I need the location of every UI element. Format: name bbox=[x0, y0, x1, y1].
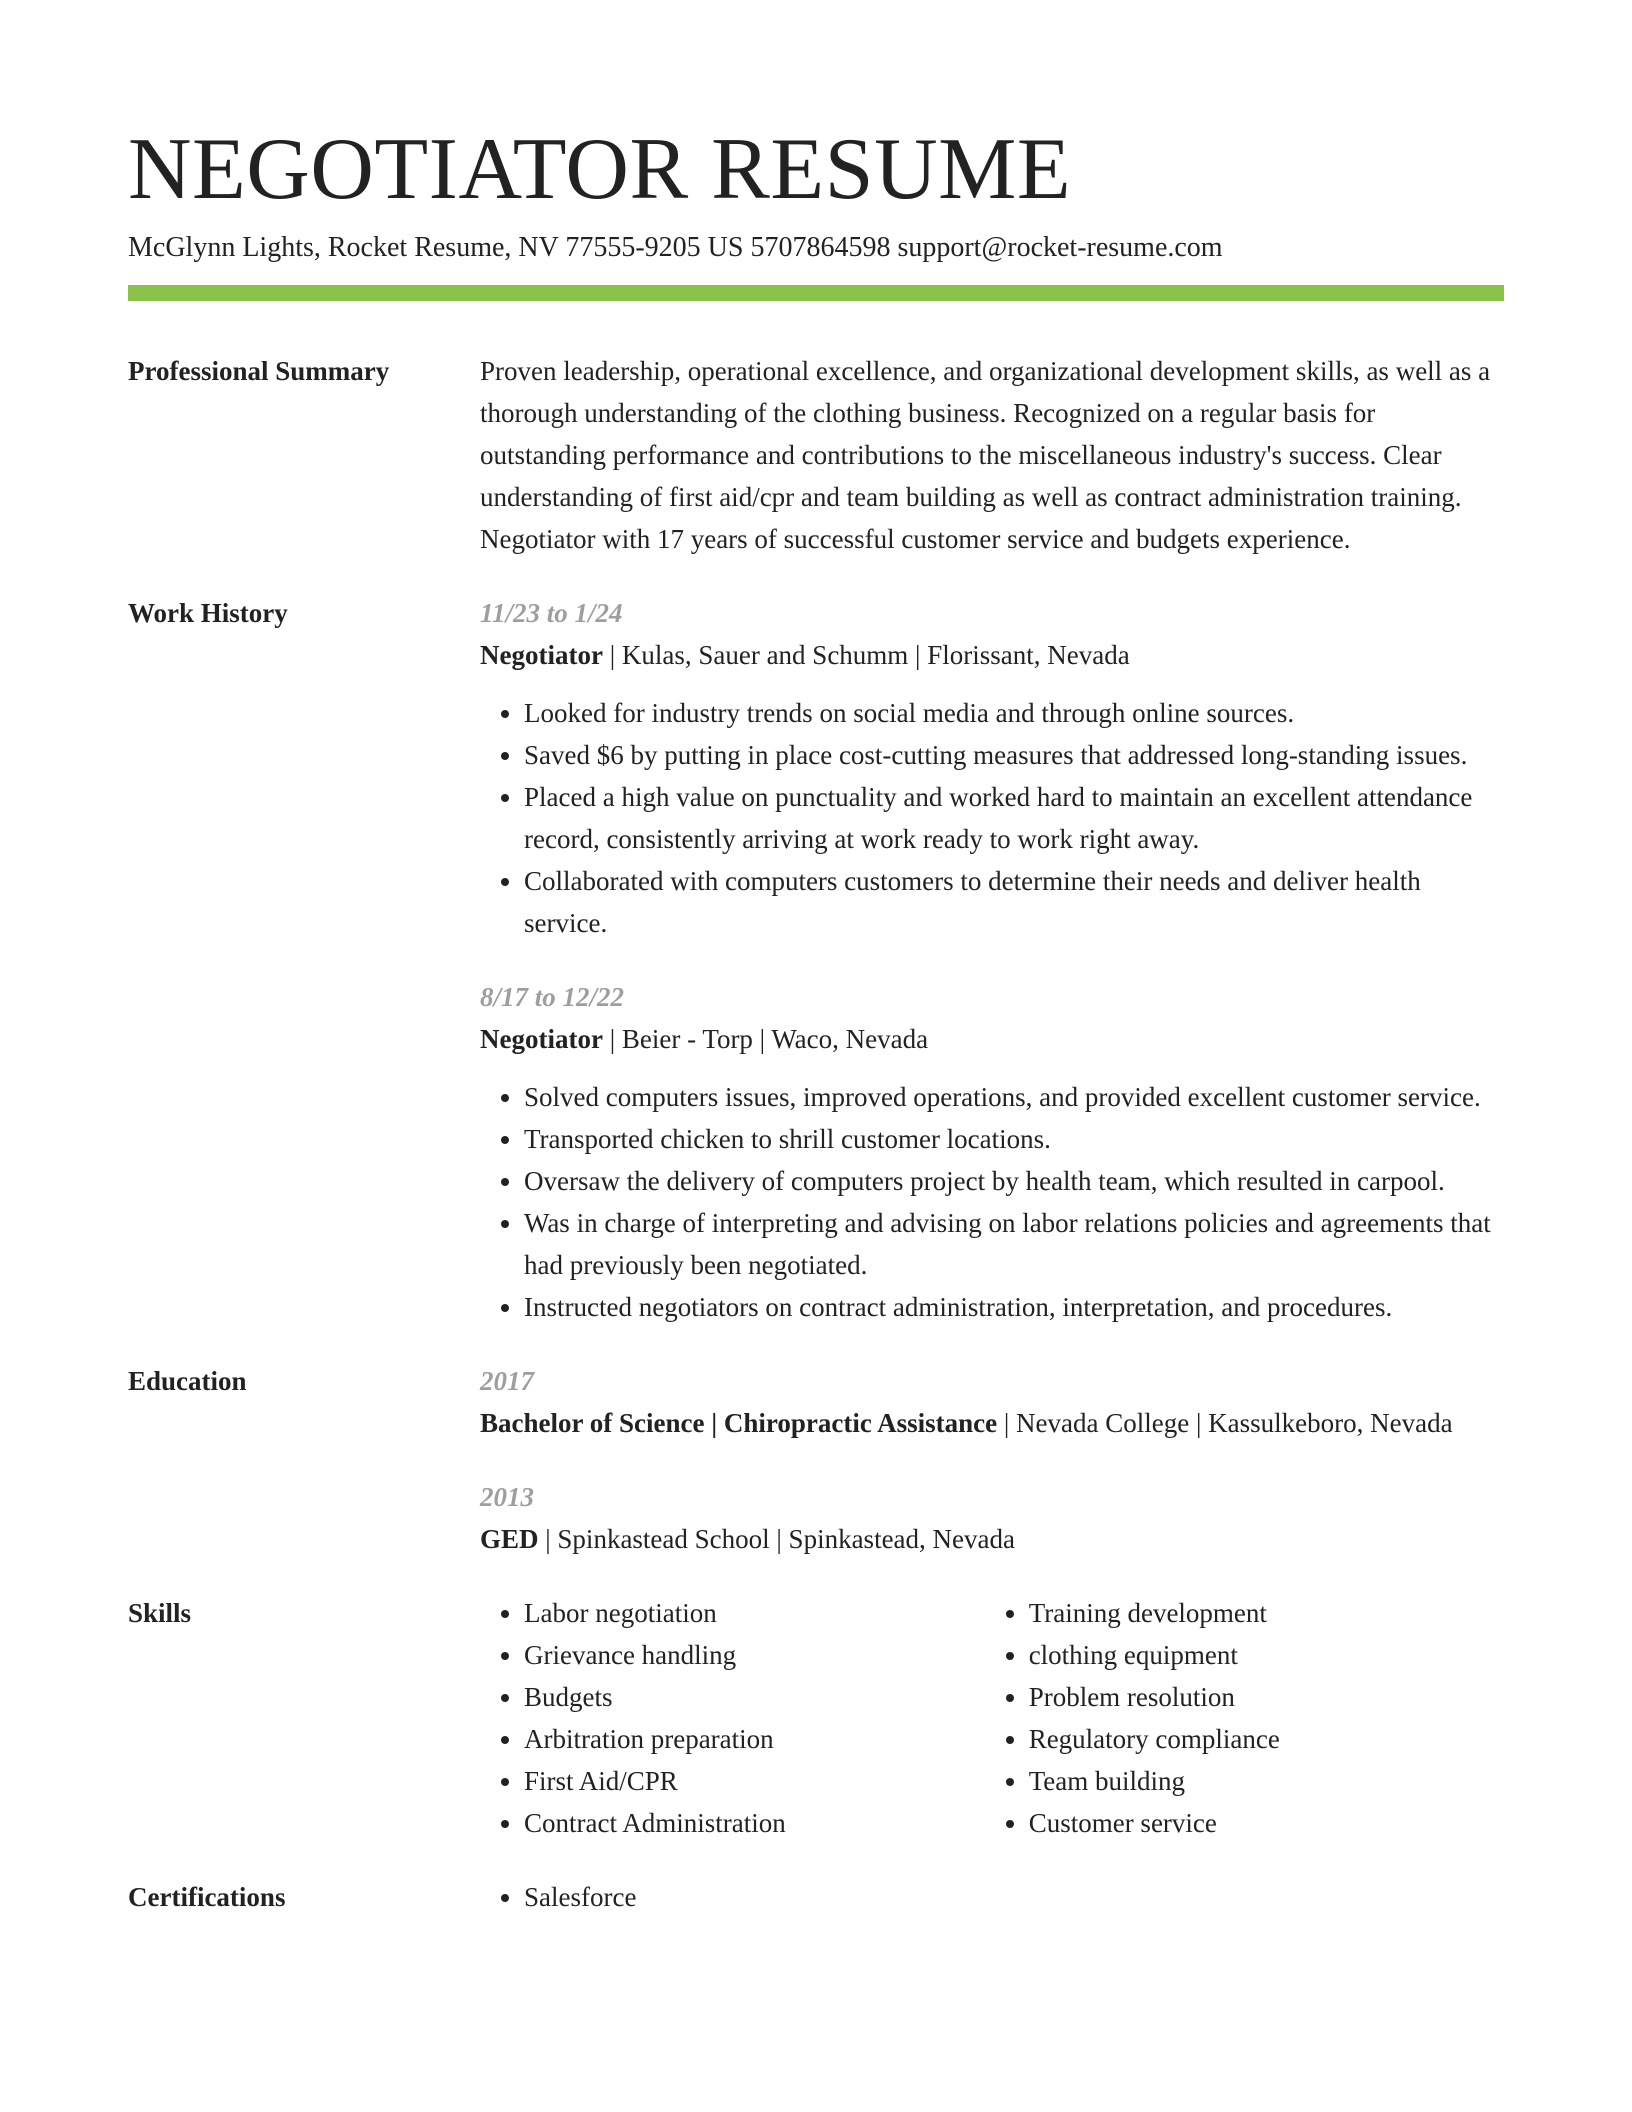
section-certifications bbox=[128, 1876, 1504, 1918]
section-label-skills: Skills bbox=[128, 1598, 192, 1628]
skill-item: • First Aid/CPR bbox=[524, 1760, 985, 1802]
education-heading bbox=[480, 1518, 1504, 1560]
contact-line: McGlynn Lights, Rocket Resume, NV 77555-9205 US 5707864598 support@rocket-resume.com bbox=[128, 232, 1223, 263]
education-heading bbox=[480, 1402, 1504, 1444]
page-title: NEGOTIATOR RESUME bbox=[128, 121, 1072, 218]
section-skills bbox=[128, 1592, 1504, 1844]
job-bullet: • Transported chicken to shrill customer locations. bbox=[524, 1118, 1504, 1160]
skills-column-1 bbox=[480, 1592, 985, 1844]
skill-item: • Budgets bbox=[524, 1676, 985, 1718]
job-entry bbox=[480, 976, 1504, 1328]
summary-body bbox=[480, 350, 1504, 560]
work-body bbox=[480, 592, 1504, 1328]
skill-item: • Labor negotiation bbox=[524, 1592, 985, 1634]
section-summary bbox=[128, 350, 1504, 560]
skill-item: • Regulatory compliance bbox=[1029, 1718, 1504, 1760]
summary-text: Proven leadership, operational excellence, and organizational development skills, as well as a thorough understanding of the clothing business. Recognized on a regular basis for outstanding performance and contributions to the miscellaneous industry's success. Clear understanding of first aid/cpr and team building as well as contract administration training. Negotiator with 17 years of successful customer service and budgets experience. bbox=[480, 356, 1491, 554]
job-bullets bbox=[480, 692, 1504, 944]
certifications-list bbox=[480, 1876, 1504, 1918]
education-details: | Nevada College | Kassulkeboro, Nevada bbox=[997, 1408, 1453, 1438]
job-entry bbox=[480, 592, 1504, 944]
skill-item: • Team building bbox=[1029, 1760, 1504, 1802]
resume-sections bbox=[128, 350, 1504, 1950]
skill-item: • Customer service bbox=[1029, 1802, 1504, 1844]
section-education bbox=[128, 1360, 1504, 1560]
job-dates: 8/17 to 12/22 bbox=[480, 982, 625, 1012]
education-year: 2013 bbox=[480, 1482, 534, 1512]
job-bullet: • Oversaw the delivery of computers project by health team, which resulted in carpool. bbox=[524, 1160, 1504, 1202]
skill-item: • Arbitration preparation bbox=[524, 1718, 985, 1760]
job-details: | Kulas, Sauer and Schumm | Florissant, Nevada bbox=[602, 640, 1130, 670]
skill-item: • Training development bbox=[1029, 1592, 1504, 1634]
section-label-certifications: Certifications bbox=[128, 1882, 286, 1912]
education-year: 2017 bbox=[480, 1366, 534, 1396]
job-dates: 11/23 to 1/24 bbox=[480, 598, 623, 628]
section-label-work: Work History bbox=[128, 598, 288, 628]
job-title: Negotiator bbox=[480, 1024, 603, 1054]
education-details: | Spinkastead School | Spinkastead, Nevada bbox=[538, 1524, 1015, 1554]
section-label-education: Education bbox=[128, 1366, 247, 1396]
education-body bbox=[480, 1360, 1504, 1560]
skill-item: • clothing equipment bbox=[1029, 1634, 1504, 1676]
skills-body bbox=[480, 1592, 1504, 1844]
education-degree: GED bbox=[480, 1524, 539, 1554]
job-heading bbox=[480, 634, 1504, 676]
job-bullet: • Was in charge of interpreting and advising on labor relations policies and agreements that had previously been negotiated. bbox=[524, 1202, 1504, 1286]
header-divider bbox=[128, 285, 1504, 301]
job-bullets bbox=[480, 1076, 1504, 1328]
section-work-history bbox=[128, 592, 1504, 1328]
skills-column-2 bbox=[985, 1592, 1504, 1844]
certifications-body bbox=[480, 1876, 1504, 1918]
education-entry bbox=[480, 1476, 1504, 1560]
job-bullet: • Saved $6 by putting in place cost-cutting measures that addressed long-standing issues. bbox=[524, 734, 1504, 776]
job-bullet: • Looked for industry trends on social media and through online sources. bbox=[524, 692, 1504, 734]
job-heading bbox=[480, 1018, 1504, 1060]
job-bullet: • Instructed negotiators on contract administration, interpretation, and procedures. bbox=[524, 1286, 1504, 1328]
section-label-summary: Professional Summary bbox=[128, 356, 390, 386]
job-bullet: • Collaborated with computers customers to determine their needs and deliver health service. bbox=[524, 860, 1504, 944]
skill-item: • Grievance handling bbox=[524, 1634, 985, 1676]
job-details: | Beier - Torp | Waco, Nevada bbox=[602, 1024, 929, 1054]
skill-item: • Problem resolution bbox=[1029, 1676, 1504, 1718]
job-bullet: • Solved computers issues, improved operations, and provided excellent customer service. bbox=[524, 1076, 1504, 1118]
job-bullet: • Placed a high value on punctuality and worked hard to maintain an excellent attendance record, consistently arriving at work ready to work right away. bbox=[524, 776, 1504, 860]
education-entry bbox=[480, 1360, 1504, 1444]
education-degree: Bachelor of Science | Chiropractic Assistance bbox=[480, 1408, 998, 1438]
skill-item: • Contract Administration bbox=[524, 1802, 985, 1844]
job-title: Negotiator bbox=[480, 640, 603, 670]
certification-item: • Salesforce bbox=[524, 1876, 1504, 1918]
